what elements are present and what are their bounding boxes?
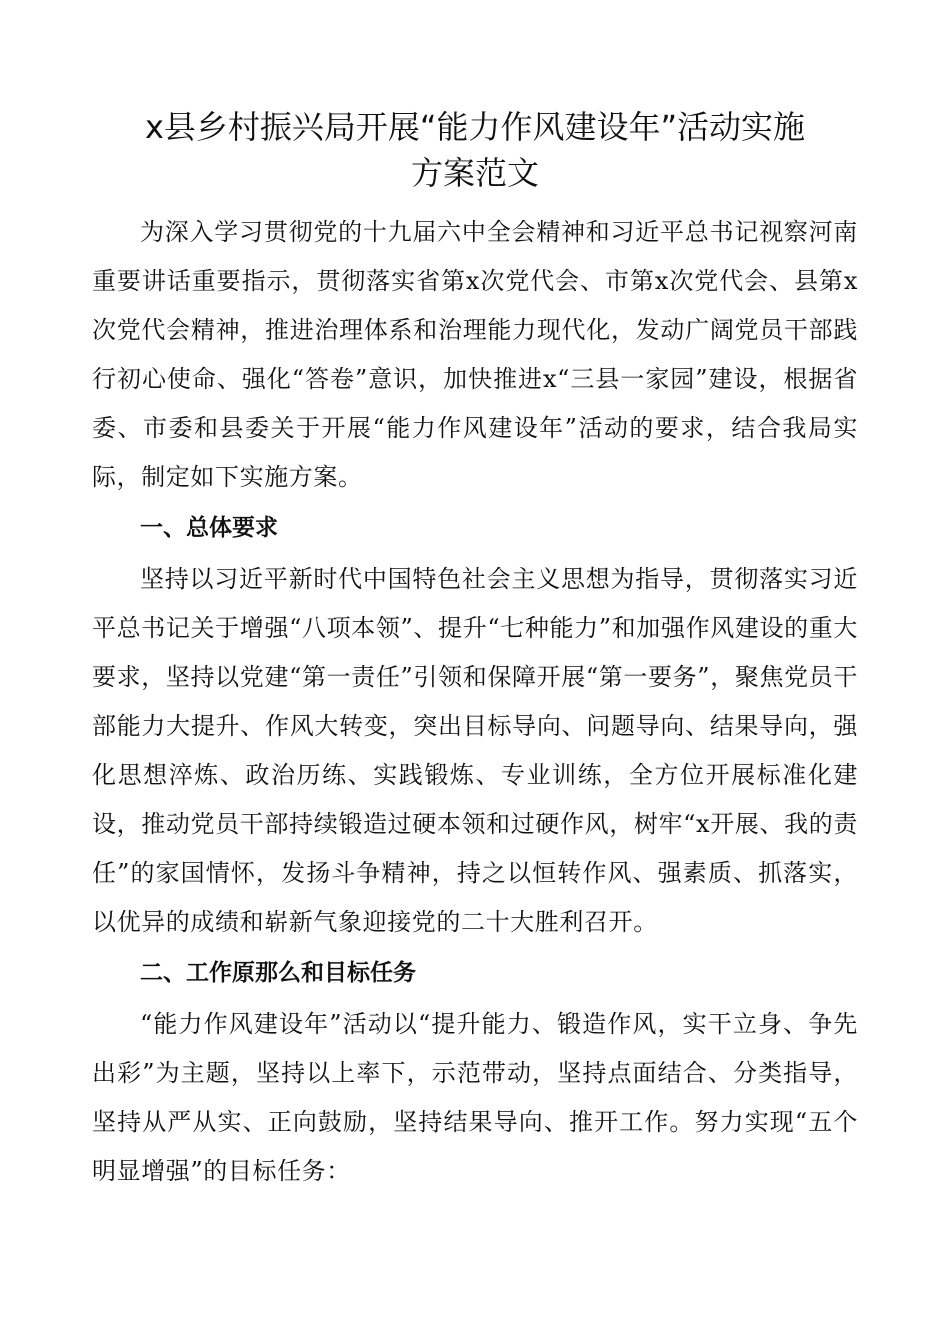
title-line-2: 方案范文 <box>410 154 539 192</box>
intro-paragraph: 为深入学习贯彻党的十九届六中全会精神和习近平总书记视察河南重要讲话重要指示，贯彻落实省第x次党代会、市第x次党代会、县第x次党代会精神，推进治理体系和治理能力现代化，发动广阔党员干部践行初心使命、强化“答卷”意识，加快推进x“三县一家园”建设，根据省委、市委和县委关于开展“能力作风建设年”活动的要求，结合我局实际，制定如下实施方案。 <box>92 218 858 491</box>
title-line-1: x县乡村振兴局开展“能力作风建设年”活动实施 <box>144 108 806 146</box>
section-heading-2: 二、工作原那么和目标任务 <box>140 960 416 986</box>
section-heading-1: 一、总体要求 <box>140 515 278 541</box>
document-title <box>92 104 858 196</box>
document-body <box>92 208 858 1196</box>
section-2-paragraph: “能力作风建设年”活动以“提升能力、锻造作风，实干立身、争先出彩”为主题，坚持以上率下，示范带动，坚持点面结合、分类指导，坚持从严从实、正向鼓励，坚持结果导向、推开工作。努力实现“五个明显增强”的目标任务： <box>92 1010 858 1185</box>
section-1-paragraph: 坚持以习近平新时代中国特色社会主义思想为指导，贯彻落实习近平总书记关于增强“八项本领”、提升“七种能力”和加强作风建设的重大要求，坚持以党建“第一责任”引领和保障开展“第一要务”，聚焦党员干部能力大提升、作风大转变，突出目标导向、问题导向、结果导向，强化思想淬炼、政治历练、实践锻炼、专业训练，全方位开展标准化建设，推动党员干部持续锻造过硬本领和过硬作风，树牢“x开展、我的责任”的家国情怀，发扬斗争精神，持之以恒转作风、强素质、抓落实，以优异的成绩和崭新气象迎接党的二十大胜利召开。 <box>92 565 858 936</box>
